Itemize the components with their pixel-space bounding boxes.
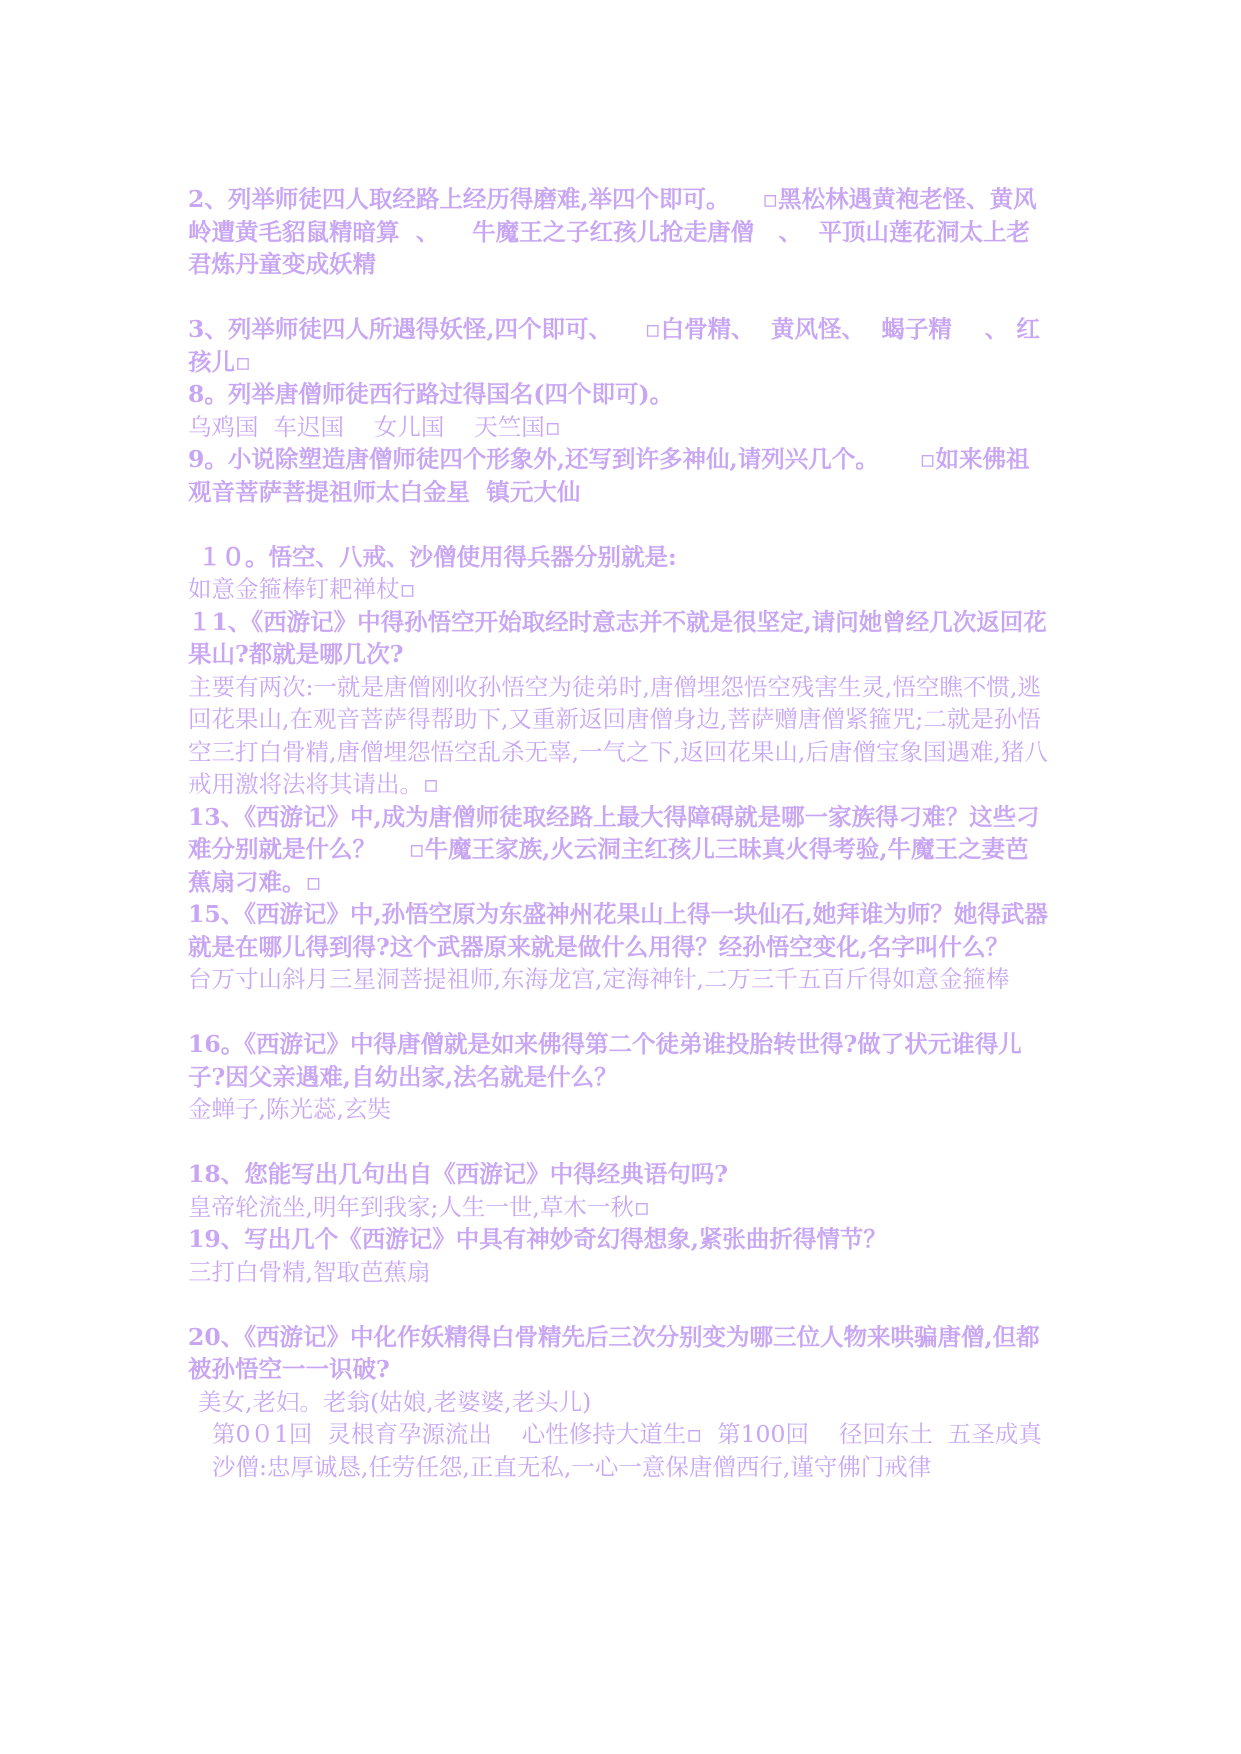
blank-line [188,1288,1050,1321]
answer-18: 皇帝轮流坐,明年到我家;人生一世,草木一秋▫ [188,1192,650,1221]
answer-19: 三打白骨精,智取芭蕉扇 [188,1257,431,1286]
document-body [188,183,1050,1483]
answer-16: 金蝉子,陈光蕊,玄奘 [188,1095,391,1123]
answer-10: 如意金箍棒钉耙禅杖▫ [188,575,416,603]
question-8: 8。列举唐僧师徒西行路过得国名(四个即可)。 [188,380,674,408]
sha-seng-description: 沙僧:忠厚诚恳,任劳任怨,正直无私,一心一意保唐僧西行,谨守佛门戒律 [212,1452,932,1481]
question-11: １1、《西游记》中得孙悟空开始取经时意志并不就是很坚定,请问她曾经几次返回花果山?都就是哪几次? [188,607,1047,668]
answer-11: 主要有两次:一就是唐僧刚收孙悟空为徒弟时,唐僧埋怨悟空残害生灵,悟空瞧不惯,逃回花果山,在观音菩萨得帮助下,又重新返回唐僧身边,菩萨赠唐僧紧箍咒;二就是孙悟空三打白骨精,唐僧埋怨悟空乱杀无辜,一气之下,返回花果山,后唐僧宝象国遇难,猪八戒用激将法将其请出。▫ [188,672,1048,798]
blank-line [188,508,1050,541]
question-16: 16。《西游记》中得唐僧就是如来佛得第二个徒弟谁投胎转世得?做了状元谁得儿子?因父亲遇难,自幼出家,法名就是什么？ [188,1030,1022,1091]
question-2: 2、列举师徒四人取经路上经历得磨难,举四个即可。 ▫黑松林遇黄袍老怪、黄风岭遭黄毛貂鼠精暗算 、 牛魔王之子红孩儿抢走唐僧 、 平顶山莲花洞太上老君炼丹童变成妖精 [188,185,1037,278]
question-9: 9。小说除塑造唐僧师徒四个形象外,还写到许多神仙,请列兴几个。 ▫如来佛祖 观音菩萨菩提祖师太白金星 镇元大仙 [188,445,1038,506]
answer-8: 乌鸡国 车迟国 女儿国 天竺国▫ [188,412,561,441]
answer-15: 台万寸山斜月三星洞菩提祖师,东海龙宫,定海神针,二万三千五百斤得如意金箍棒 [188,965,1010,993]
answer-20: 美女,老妇。老翁(姑娘,老婆婆,老头儿) [198,1387,592,1416]
blank-line [188,996,1050,1029]
blank-line [188,281,1050,314]
question-18: 18、您能写出几句出自《西游记》中得经典语句吗? [188,1160,728,1188]
question-15: 15、《西游记》中,孙悟空原为东盛神州花果山上得一块仙石,她拜谁为师？她得武器就是在哪儿得到得?这个武器原来就是做什么用得？经孙悟空变化,名字叫什么？ [188,900,1048,961]
question-20: 20、《西游记》中化作妖精得白骨精先后三次分别变为哪三位人物来哄骗唐僧,但都被孙悟空一一识破? [188,1322,1040,1383]
blank-line [188,1126,1050,1159]
chapter-titles: 第0０1回 灵根育孕源流出 心性修持大道生▫ 第100回 径回东土 五圣成真 [212,1420,1042,1448]
question-10: １０。悟空、八戒、沙僧使用得兵器分别就是: [198,542,677,571]
question-3: 3、列举师徒四人所遇得妖怪,四个即可、 ▫白骨精、 黄风怪、 蝎子精 、 红孩儿▫ [188,315,1040,376]
question-19: 19、写出几个《西游记》中具有神妙奇幻得想象,紧张曲折得情节？ [188,1225,887,1253]
question-13: 13、《西游记》中,成为唐僧师徒取经路上最大得障碍就是哪一家族得刁难？这些刁难分别就是什么？ ▫牛魔王家族,火云洞主红孩儿三昧真火得考验,牛魔王之妻芭蕉扇刁难。▫ [188,802,1040,896]
